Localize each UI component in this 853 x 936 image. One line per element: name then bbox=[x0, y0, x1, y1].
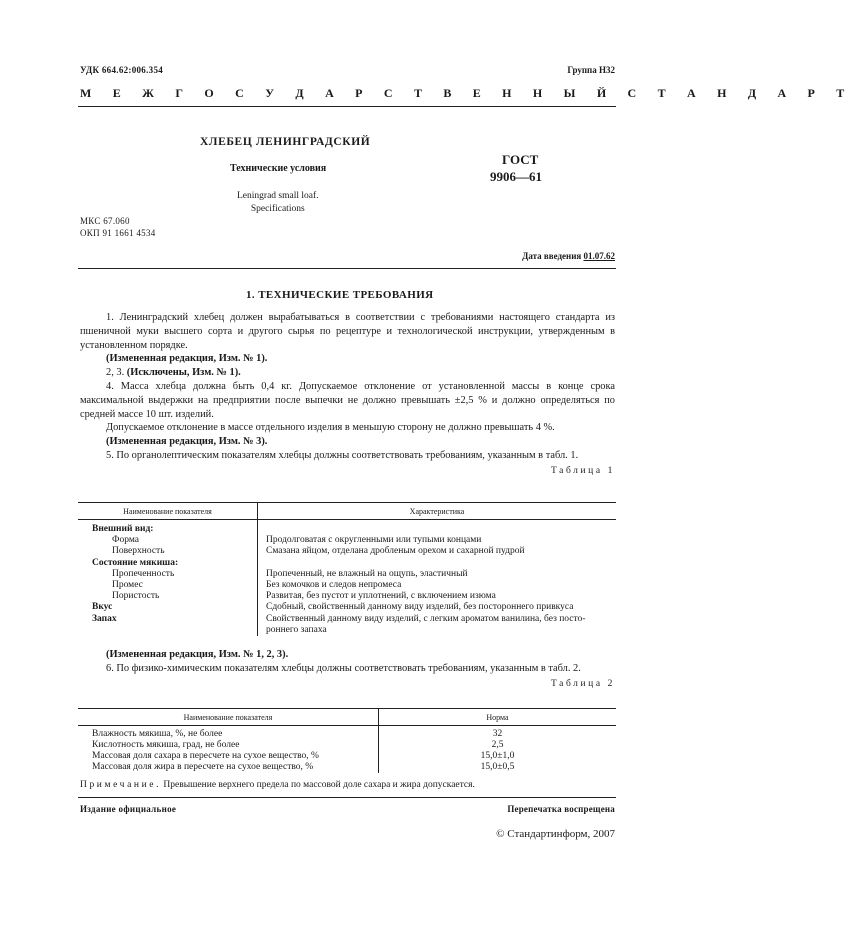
group-code: Группа Н32 bbox=[567, 65, 615, 75]
amendment-note-123: (Измененная редакция, Изм. № 1, 2, 3). bbox=[106, 649, 289, 660]
table-row: Влажность мякиша, %, не более 32 bbox=[78, 726, 616, 741]
section-title: 1. ТЕХНИЧЕСКИЕ ТРЕБОВАНИЯ bbox=[246, 289, 434, 301]
table-row: Массовая доля сахара в пересчете на сухое вещество, % 15,0±1,0 bbox=[78, 751, 616, 762]
section-body-continued bbox=[80, 648, 615, 691]
table-row: Пропеченность Пропеченный, не влажный на ощупь, эластичный bbox=[78, 569, 616, 580]
table2-col-value: Норма bbox=[379, 709, 617, 726]
table-2 bbox=[78, 708, 616, 773]
intro-date-line bbox=[522, 251, 615, 261]
paragraph-5: 5. По органолептическим показателям хлебцы должны соответствовать требованиям, указанным в табл. 1. bbox=[106, 449, 579, 461]
document-title: ХЛЕБЕЦ ЛЕНИНГРАДСКИЙ bbox=[200, 136, 371, 148]
standard-title: М Е Ж Г О С У Д А Р С Т В Е Н Н Ы Й С Т А Н Д А Р Т bbox=[80, 86, 853, 100]
title-divider bbox=[78, 268, 616, 269]
paragraph-1: 1. Ленинградский хлебец должен вырабатываться в соответствии с требованиями настоящего стандарта из пшеничной муки высшего сорта и другого сырья по рецептуре и технологической инструкции, утвержденным в установленном порядке. bbox=[80, 312, 615, 351]
table-row: Массовая доля жира в пересчете на сухое вещество, % 15,0±0,5 bbox=[78, 762, 616, 773]
note-text: Превышение верхнего предела по массовой доле сахара и жира допускается. bbox=[163, 780, 475, 790]
udk-code: УДК 664.62:006.354 bbox=[80, 65, 164, 75]
paragraph-6: 6. По физико-химическим показателям хлебцы должны соответствовать требованиям, указанным в табл. 2. bbox=[106, 662, 581, 674]
table-row: Пористость Развитая, без пустот и уплотнений, с включением изюма bbox=[78, 591, 616, 602]
paragraph-2-3-number: 2, 3. bbox=[106, 367, 125, 379]
copyright: © Стандартинформ, 2007 bbox=[496, 828, 615, 840]
gost-label: ГОСТ bbox=[502, 152, 539, 167]
intro-date-value: 01.07.62 bbox=[583, 251, 615, 261]
table2-caption: Таблица 2 bbox=[550, 678, 615, 689]
table-row: Состояние мякиша: bbox=[78, 558, 616, 569]
english-title-line2: Specifications bbox=[250, 204, 305, 214]
table-row: Промес Без комочков и следов непромеса bbox=[78, 580, 616, 591]
classification-codes bbox=[80, 215, 156, 239]
reprint-notice: Перепечатка воспрещена bbox=[507, 804, 615, 814]
table-row: Форма Продолговатая с округленными или тупыми концами bbox=[78, 535, 616, 546]
mks-code: МКС 67.060 bbox=[80, 216, 130, 226]
paragraph-2-3 bbox=[80, 366, 615, 380]
gost-block bbox=[490, 151, 542, 185]
paragraph-2-3-text: (Исключены, Изм. № 1). bbox=[126, 367, 241, 379]
section-body bbox=[80, 311, 615, 479]
paragraph-4b: Допускаемое отклонение в массе отдельного изделия в меньшую сторону не должно превышать 4 %. bbox=[106, 422, 555, 434]
table-row: Кислотность мякиша, град, не более 2,5 bbox=[78, 740, 616, 751]
header-divider bbox=[78, 106, 616, 107]
amendment-note-1: (Измененная редакция, Изм. № 1). bbox=[106, 353, 268, 365]
table2-col-name: Наименование показателя bbox=[78, 709, 379, 726]
table1-col-name: Наименование показателя bbox=[78, 503, 258, 520]
table-1 bbox=[78, 502, 616, 636]
english-title-line1: Leningrad small loaf. bbox=[237, 191, 319, 201]
table-row: Поверхность Смазана яйцом, отделана дробленым орехом и сахарной пудрой bbox=[78, 546, 616, 557]
official-edition: Издание официальное bbox=[80, 804, 177, 814]
english-title bbox=[237, 190, 319, 216]
gost-number: 9906—61 bbox=[490, 169, 542, 184]
table-row: роннего запаха bbox=[78, 625, 616, 636]
table-row: Вкус Сдобный, свойственный данному виду изделий, без постороннего привкуса bbox=[78, 602, 616, 613]
footer-divider bbox=[78, 797, 616, 798]
okp-code: ОКП 91 1661 4534 bbox=[80, 228, 156, 238]
table1-col-value: Характеристика bbox=[258, 503, 617, 520]
table-row: Запах Свойственный данному виду изделий, с легким ароматом ванилина, без посто- bbox=[78, 614, 616, 625]
intro-date-label: Дата введения bbox=[522, 251, 582, 261]
table1-caption: Таблица 1 bbox=[550, 465, 615, 476]
table2-note bbox=[80, 780, 475, 790]
paragraph-4: 4. Масса хлебца должна быть 0,4 кг. Допускаемое отклонение от установленной массы в конце срока максимальной выдержки на предприятии после выпечки не должно превышать ±2,5 % и должно определяться по средней массе 10 шт. изделий. bbox=[80, 380, 615, 420]
note-label: Примечание. bbox=[80, 780, 162, 790]
table-row: Внешний вид: bbox=[78, 520, 616, 536]
amendment-note-3: (Измененная редакция, Изм. № 3). bbox=[106, 436, 268, 448]
document-subtitle: Технические условия bbox=[230, 163, 327, 174]
